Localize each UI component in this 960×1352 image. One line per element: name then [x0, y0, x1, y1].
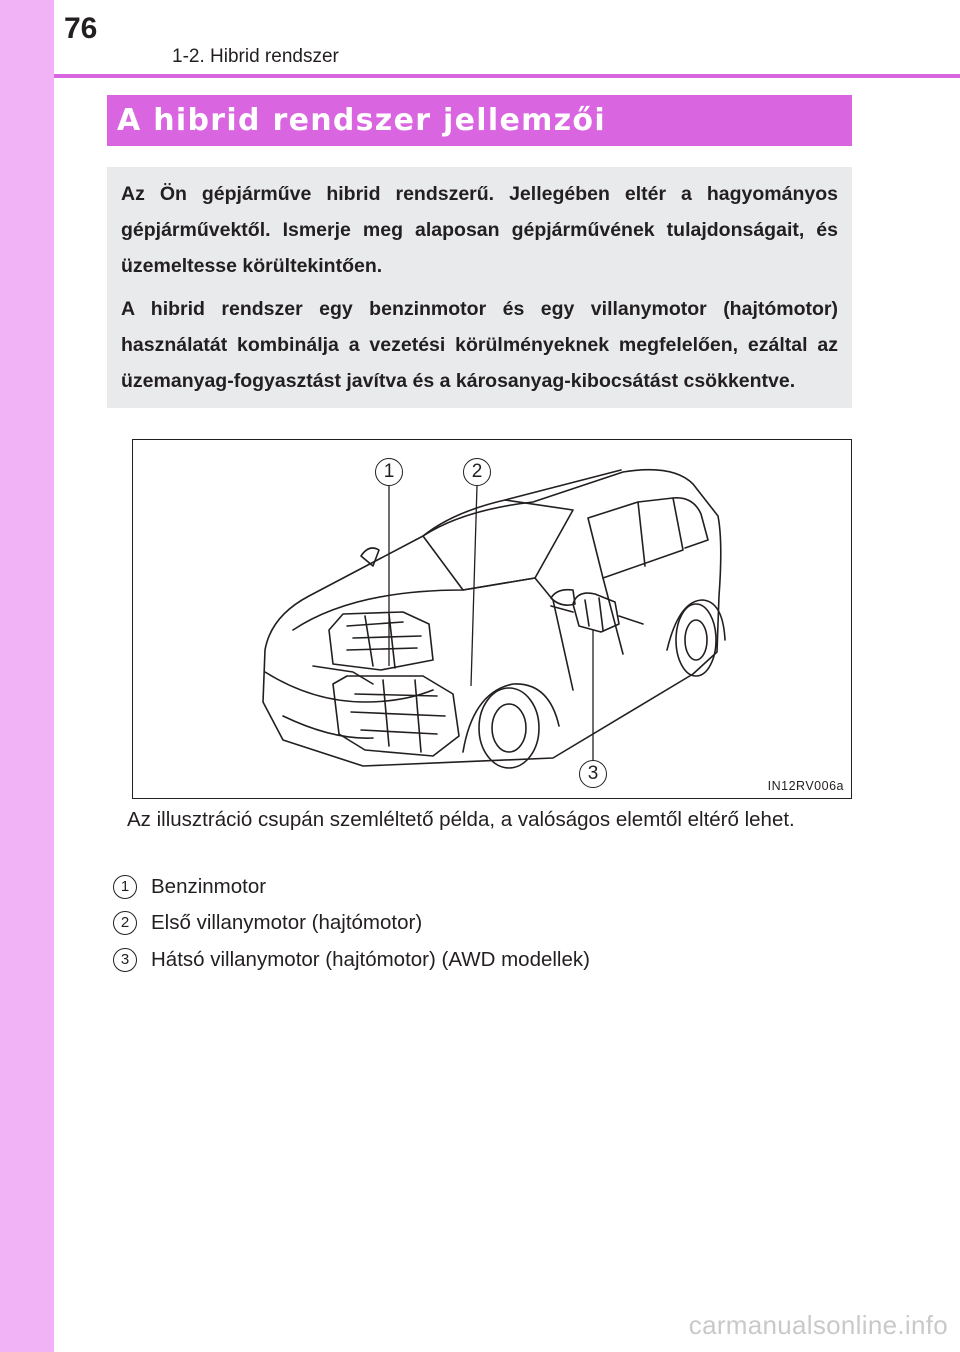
- legend-label-1: Benzinmotor: [151, 875, 267, 898]
- legend-label-2: Első villanymotor (hajtómotor): [151, 911, 423, 934]
- side-mirror: [551, 590, 575, 605]
- section-reference: 1-2. Hibrid rendszer: [172, 46, 339, 67]
- legend-item-1: [113, 872, 266, 902]
- intro-paragraph-1: Az Ön gépjárműve hibrid rendszerű. Jellegében eltér a hagyományos gépjárművektől. Ismerje meg alaposan gépjárművének tulajdonságait, és üzemeltesse körültekintően.: [121, 183, 838, 277]
- callout-3: 3: [579, 760, 607, 788]
- legend-number-3: 3: [113, 948, 137, 972]
- page-number: 76: [64, 12, 98, 45]
- legend-number-1: 1: [113, 875, 137, 899]
- front-wheel-arch: [463, 684, 559, 752]
- intro-box: [107, 167, 852, 408]
- legend-number-2: 2: [113, 911, 137, 935]
- windshield: [423, 500, 573, 590]
- car-drawing: [133, 440, 852, 799]
- legend-item-3: [113, 945, 590, 975]
- engine-block: [329, 612, 433, 670]
- intro-paragraph-2: A hibrid rendszer egy benzinmotor és egy villanymotor (hajtómotor) használatát kombinálja a vezetési körülményeknek megfelelően, ezáltal az üzemanyag-fogyasztást javítva és a károsanyag-kibocsátást csökkentve.: [121, 298, 838, 392]
- header-rule: [54, 74, 960, 78]
- section-title: A hibrid rendszer jellemzői: [107, 95, 852, 146]
- legend-label-3: Hátsó villanymotor (hajtómotor) (AWD modellek): [151, 948, 590, 971]
- hybrid-vehicle-illustration: [132, 439, 852, 799]
- figure-code: IN12RV006a: [767, 779, 844, 793]
- legend-item-2: [113, 908, 422, 938]
- callout-2: 2: [463, 458, 491, 486]
- rear-wheel: [676, 604, 716, 676]
- hood-line: [293, 578, 553, 630]
- front-wheel: [479, 688, 539, 768]
- side-color-strip: [0, 0, 54, 1352]
- side-windows: [588, 498, 683, 578]
- leader-line-2: [471, 486, 477, 686]
- illustration-caption: Az illusztráció csupán szemléltető példa, a valóságos elemtől eltérő lehet.: [127, 808, 795, 831]
- watermark: carmanualsonline.info: [688, 1310, 948, 1340]
- callout-1: 1: [375, 458, 403, 486]
